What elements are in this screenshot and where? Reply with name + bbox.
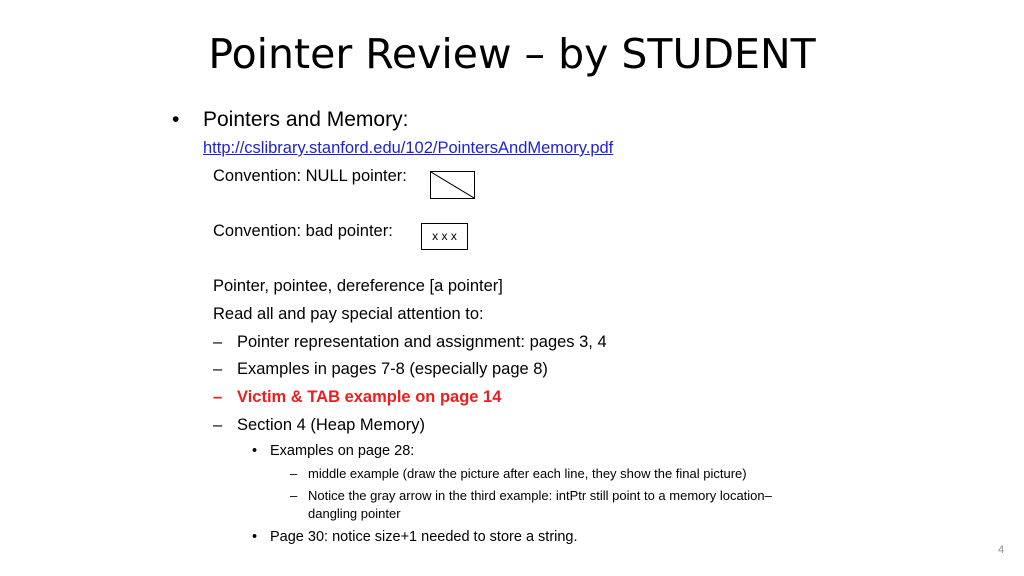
- bullet-marker: •: [172, 108, 180, 131]
- sub-bullet-examples-page28: Examples on page 28:: [270, 443, 415, 459]
- terms-line: Pointer, pointee, dereference [a pointer]: [213, 277, 503, 295]
- null-pointer-box-icon: [430, 171, 475, 199]
- dash-item-representation: Pointer representation and assignment: pages 3, 4: [237, 333, 607, 351]
- sub-bullet-page30: Page 30: notice size+1 needed to store a string.: [270, 529, 578, 545]
- dash-marker: –: [213, 416, 223, 434]
- page-number: 4: [998, 544, 1005, 556]
- read-all-line: Read all and pay special attention to:: [213, 305, 484, 323]
- sub-dash-marker: –: [290, 488, 298, 503]
- dash-marker: –: [213, 333, 223, 351]
- dash-item-section4: Section 4 (Heap Memory): [237, 416, 425, 434]
- sub-dash-marker: –: [290, 466, 298, 481]
- sub-bullet-marker: •: [252, 529, 258, 545]
- sub-dash-gray-arrow-cont: dangling pointer: [308, 506, 401, 521]
- dash-item-victim-tab: Victim & TAB example on page 14: [237, 388, 502, 406]
- null-pointer-label: Convention: NULL pointer:: [213, 167, 407, 185]
- sub-bullet-marker: •: [252, 443, 258, 459]
- bullet-pointers-and-memory: Pointers and Memory:: [203, 108, 409, 131]
- sub-dash-gray-arrow: Notice the gray arrow in the third example: intPtr still point to a memory location–: [308, 488, 772, 503]
- pdf-link[interactable]: http://cslibrary.stanford.edu/102/PointersAndMemory.pdf: [203, 139, 614, 157]
- dash-marker: –: [213, 360, 223, 378]
- bad-pointer-box: x x x: [421, 223, 468, 250]
- dash-item-examples: Examples in pages 7-8 (especially page 8): [237, 360, 548, 378]
- slide-title: Pointer Review – by STUDENT: [208, 30, 816, 78]
- bad-pointer-label: Convention: bad pointer:: [213, 222, 393, 240]
- dash-marker-red: –: [213, 388, 223, 406]
- sub-dash-middle-example: middle example (draw the picture after each line, they show the final picture): [308, 466, 747, 481]
